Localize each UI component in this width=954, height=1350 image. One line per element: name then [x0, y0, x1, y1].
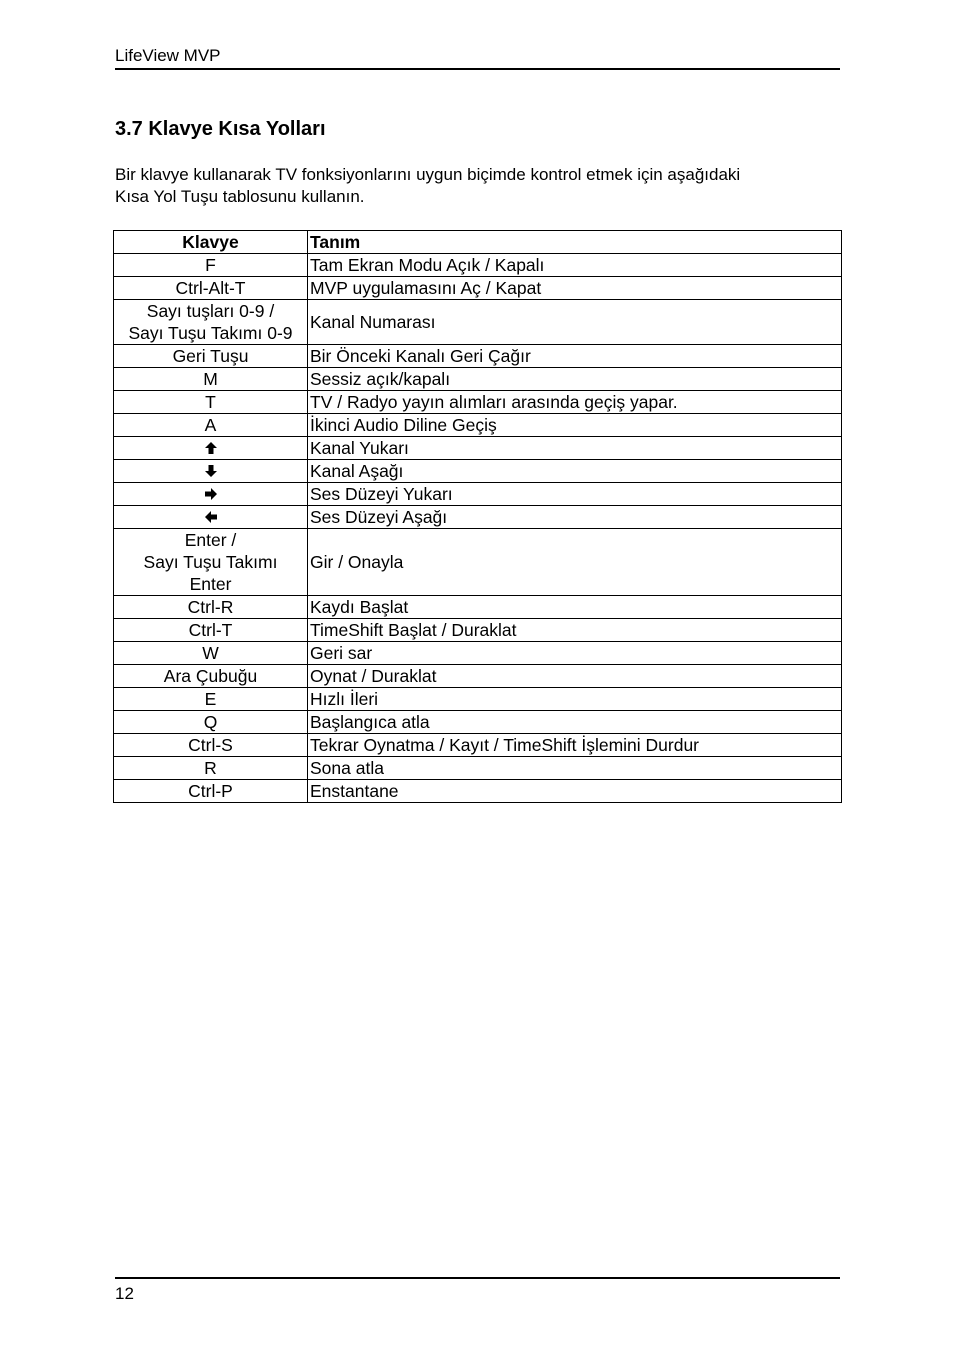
description-cell: Tekrar Oynatma / Kayıt / TimeShift İşlemini Durdur — [308, 734, 842, 757]
table-row — [114, 483, 842, 506]
description-cell: Ses Düzeyi Aşağı — [308, 506, 842, 529]
table-row — [114, 665, 842, 688]
key-text: Ara Çubuğu — [163, 666, 258, 686]
key-cell — [114, 711, 308, 734]
description-cell: Kanal Aşağı — [308, 460, 842, 483]
key-text: T — [205, 392, 216, 412]
key-cell — [114, 688, 308, 711]
key-cell — [114, 368, 308, 391]
shortcut-table — [113, 230, 842, 803]
key-cell — [114, 460, 308, 483]
key-text: Sayı Tuşu Takımı — [143, 552, 278, 572]
key-cell — [114, 254, 308, 277]
table-row — [114, 414, 842, 437]
description-cell: Enstantane — [308, 780, 842, 803]
table-row — [114, 460, 842, 483]
description-cell: TimeShift Başlat / Duraklat — [308, 619, 842, 642]
key-cell — [114, 734, 308, 757]
key-text: A — [204, 415, 217, 435]
key-text: F — [205, 255, 216, 275]
table-row — [114, 300, 842, 345]
table-row — [114, 688, 842, 711]
key-text: Geri Tuşu — [172, 346, 249, 366]
table-row — [114, 596, 842, 619]
column-header-description: Tanım — [308, 231, 842, 254]
description-cell: Bir Önceki Kanalı Geri Çağır — [308, 345, 842, 368]
arrow-down-icon — [204, 464, 218, 478]
key-text: Ctrl-S — [188, 735, 233, 755]
key-text: Enter / — [184, 530, 237, 550]
key-cell — [114, 414, 308, 437]
description-cell: Sessiz açık/kapalı — [308, 368, 842, 391]
key-text: Ctrl-P — [188, 781, 233, 801]
description-cell: Kanal Yukarı — [308, 437, 842, 460]
arrow-right-icon — [204, 487, 218, 501]
description-cell: Sona atla — [308, 757, 842, 780]
description-cell: TV / Radyo yayın alımları arasında geçiş yapar. — [308, 391, 842, 414]
page-header — [115, 45, 840, 70]
key-cell — [114, 757, 308, 780]
table-body — [114, 254, 842, 803]
description-cell: Başlangıca atla — [308, 711, 842, 734]
key-text: Sayı tuşları 0-9 / — [146, 301, 275, 321]
key-cell — [114, 277, 308, 300]
intro-paragraph — [115, 164, 840, 208]
key-cell — [114, 619, 308, 642]
table-row — [114, 345, 842, 368]
page-footer — [115, 1277, 840, 1305]
column-header-key: Klavye — [114, 231, 308, 254]
key-text: R — [204, 758, 217, 778]
table-row — [114, 437, 842, 460]
key-cell — [114, 506, 308, 529]
key-text: Enter — [189, 574, 232, 594]
key-cell — [114, 642, 308, 665]
key-cell — [114, 300, 308, 345]
page-number: 12 — [115, 1284, 134, 1303]
key-text: E — [204, 689, 217, 709]
table-row — [114, 368, 842, 391]
table-row — [114, 757, 842, 780]
key-text: W — [202, 643, 219, 663]
table-row — [114, 711, 842, 734]
description-cell: Ses Düzeyi Yukarı — [308, 483, 842, 506]
key-cell — [114, 483, 308, 506]
table-row — [114, 254, 842, 277]
description-cell: Geri sar — [308, 642, 842, 665]
intro-line-2: Kısa Yol Tuşu tablosunu kullanın. — [115, 187, 365, 206]
description-cell: Oynat / Duraklat — [308, 665, 842, 688]
header-title: LifeView MVP — [115, 46, 221, 65]
table-row — [114, 506, 842, 529]
key-text: Ctrl-Alt-T — [175, 278, 246, 298]
description-cell: Hızlı İleri — [308, 688, 842, 711]
key-cell — [114, 596, 308, 619]
table-header-row — [114, 231, 842, 254]
key-cell — [114, 665, 308, 688]
table-row — [114, 277, 842, 300]
key-cell — [114, 529, 308, 596]
table-row — [114, 619, 842, 642]
key-cell — [114, 391, 308, 414]
table-row — [114, 780, 842, 803]
section-title: 3.7 Klavye Kısa Yolları — [115, 118, 326, 140]
table-row — [114, 529, 842, 596]
description-cell: MVP uygulamasını Aç / Kapat — [308, 277, 842, 300]
key-cell — [114, 780, 308, 803]
table-row — [114, 734, 842, 757]
description-cell: Tam Ekran Modu Açık / Kapalı — [308, 254, 842, 277]
description-cell: Kaydı Başlat — [308, 596, 842, 619]
intro-line-1: Bir klavye kullanarak TV fonksiyonlarını uygun biçimde kontrol etmek için aşağıdaki — [115, 165, 741, 184]
arrow-up-icon — [204, 441, 218, 455]
key-cell — [114, 345, 308, 368]
table-row — [114, 642, 842, 665]
key-text: Sayı Tuşu Takımı 0-9 — [128, 323, 293, 343]
table-row — [114, 391, 842, 414]
description-cell: Gir / Onayla — [308, 529, 842, 596]
key-text: Ctrl-R — [187, 597, 234, 617]
arrow-left-icon — [204, 510, 218, 524]
key-text: Ctrl-T — [188, 620, 233, 640]
description-cell: Kanal Numarası — [308, 300, 842, 345]
key-text: Q — [203, 712, 218, 732]
key-text: M — [203, 369, 218, 389]
key-cell — [114, 437, 308, 460]
description-cell: İkinci Audio Diline Geçiş — [308, 414, 842, 437]
